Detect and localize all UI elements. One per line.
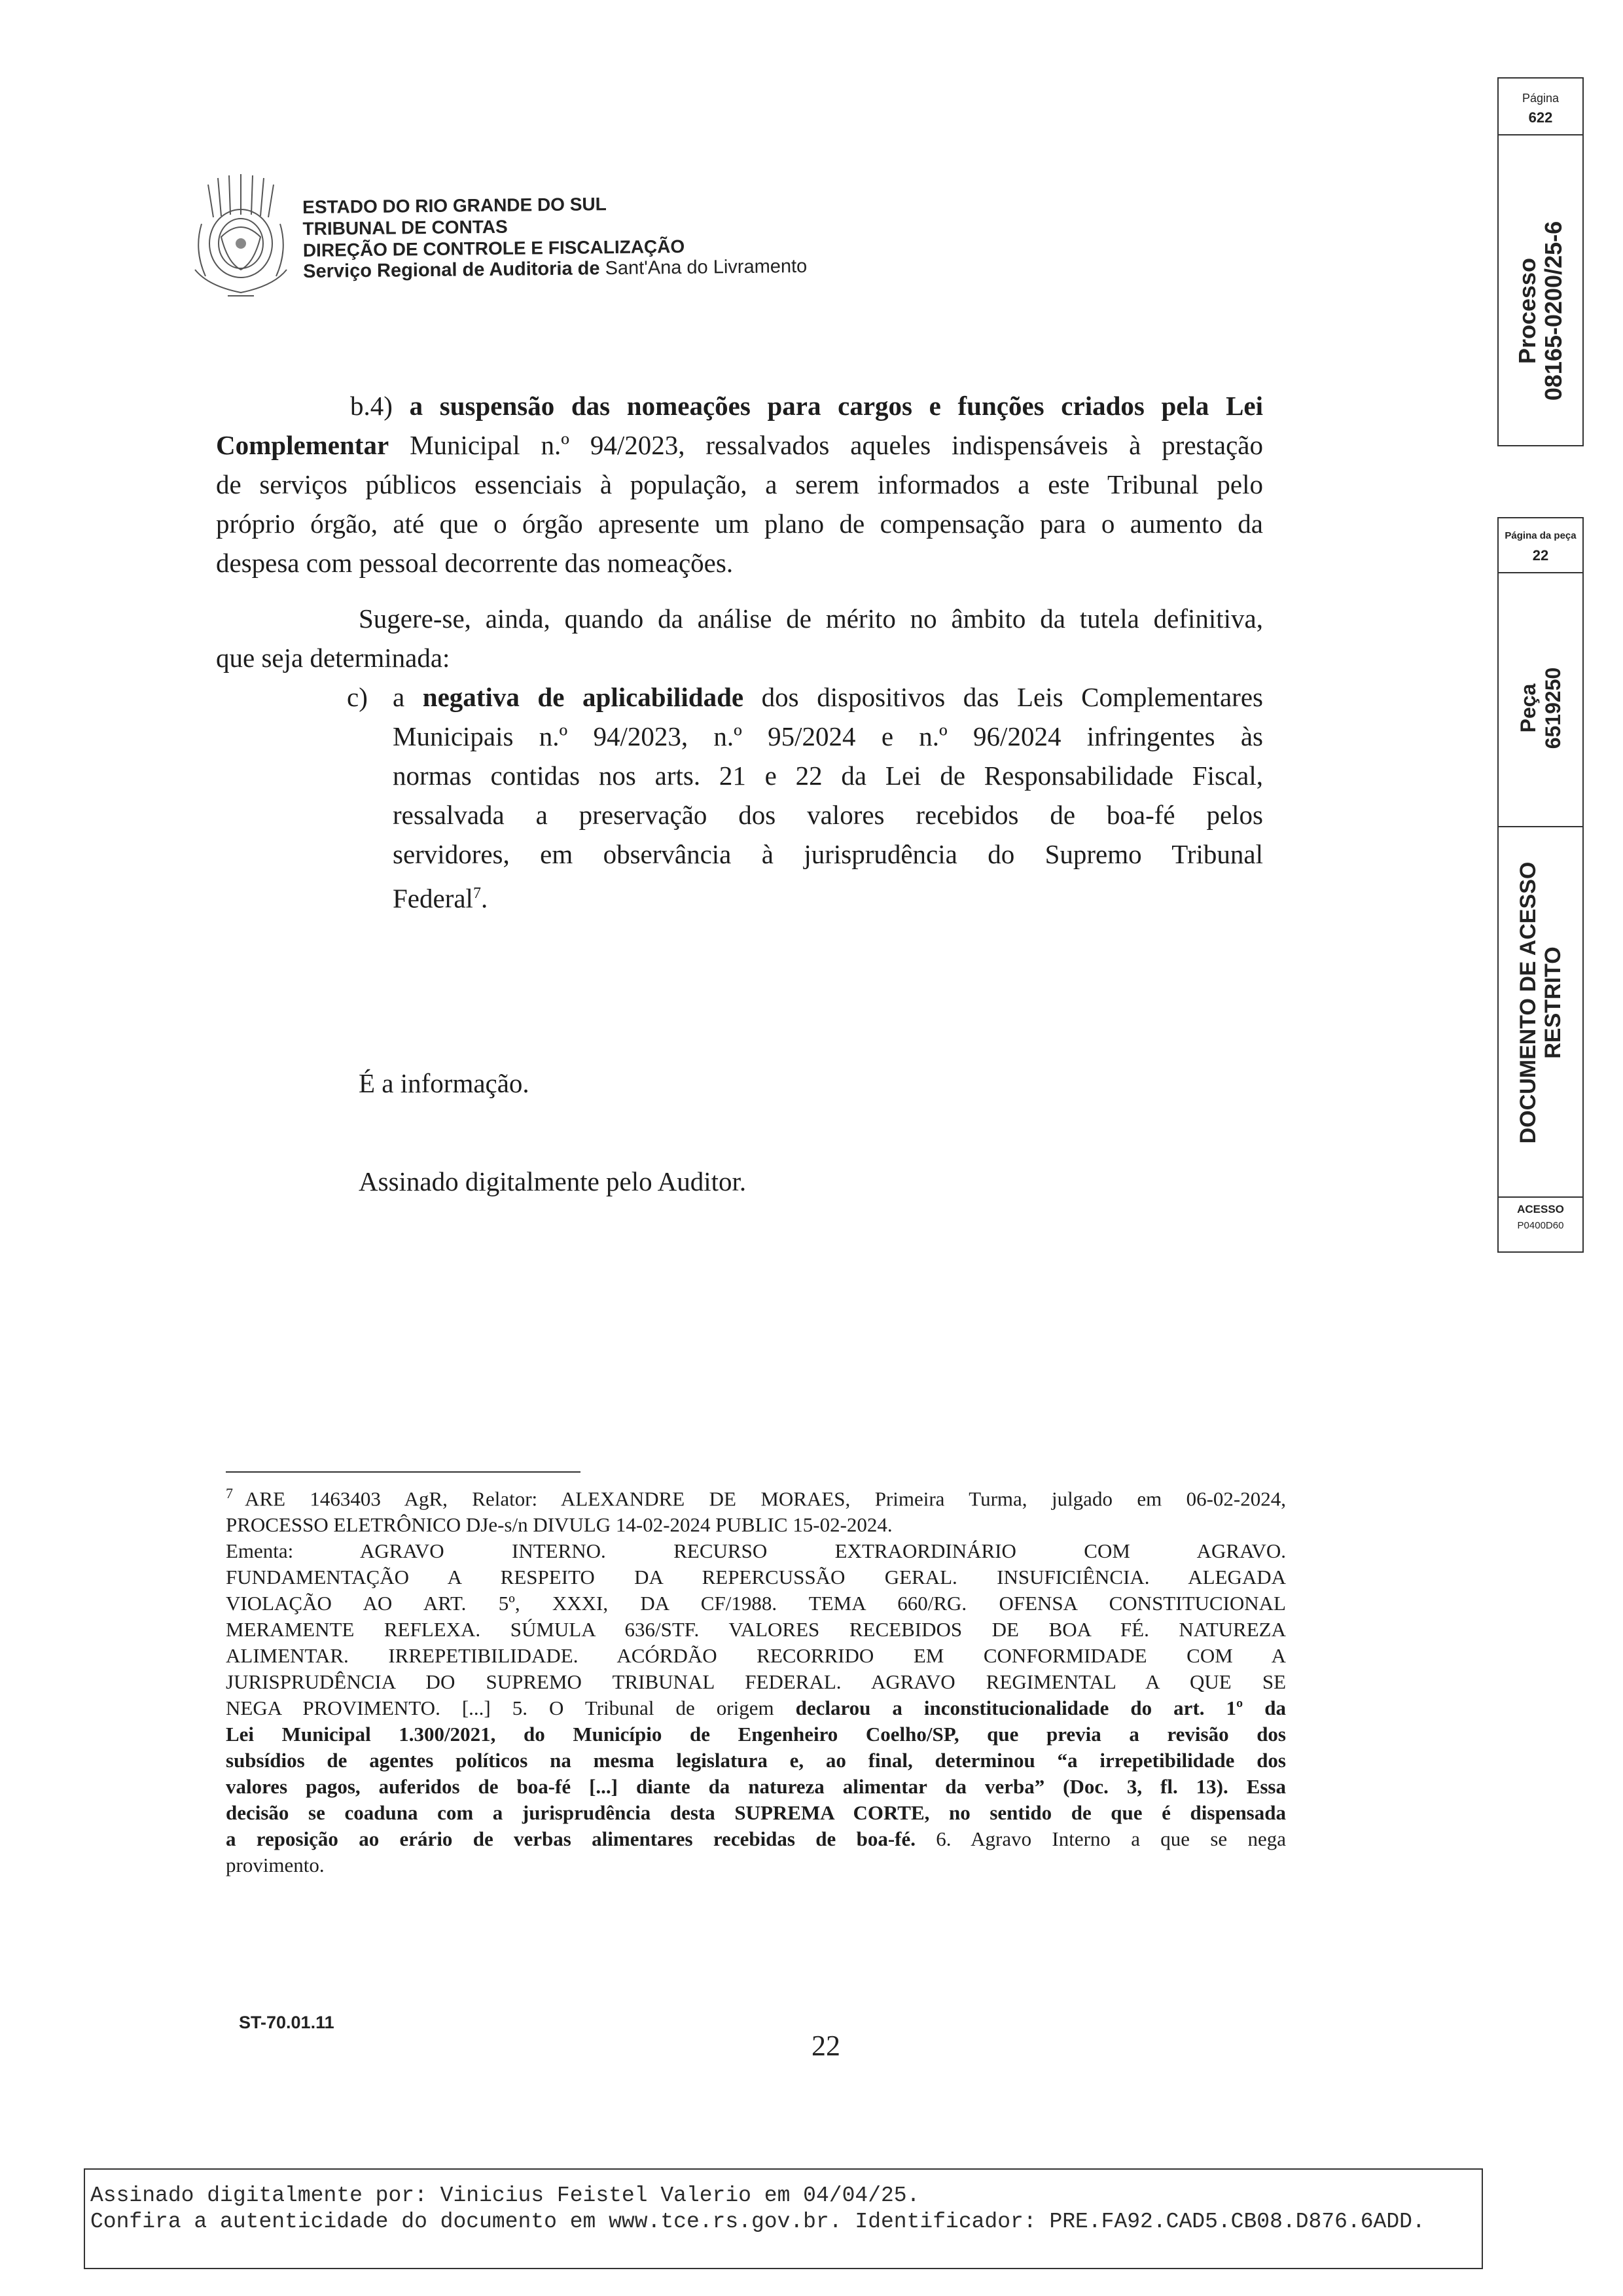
footnote-number: 7 [226,1485,233,1501]
coat-of-arms-logo [182,171,300,302]
peca-vertical [1516,668,1565,749]
footnote-line: ALIMENTAR. IRREPETIBILIDADE. ACÓRDÃO RECORRIDO EM CONFORMIDADE COM A [226,1644,1286,1668]
b4-bold: Complementar [216,430,389,460]
footnote-line: decisão se coaduna com a jurisprudência desta SUPREMA CORTE, no sentido de que é dispensada [226,1801,1286,1825]
acesso-label: ACESSO [1517,1203,1564,1215]
suggestion-paragraph [216,599,1263,677]
b4-prefix: b.4) [350,391,410,421]
footnote [226,1480,1286,1878]
footnote-line: JURISPRUDÊNCIA DO SUPREMO TRIBUNAL FEDERAL. AGRAVO REGIMENTAL A QUE SE [226,1670,1286,1694]
c-text: . [480,883,488,914]
pagina-peca-value: 22 [1499,543,1582,573]
footnote-text: NEGA PROVIMENTO. [...] 5. O Tribunal de origem [226,1696,796,1720]
footnote-line [226,1826,1286,1852]
peca-label: Peça [1516,683,1540,733]
suggestion-line: Sugere-se, ainda, quando da análise de mérito no âmbito da tutela definitiva, [359,603,1263,634]
footnote-line: MERAMENTE REFLEXA. SÚMULA 636/STF. VALORES RECEBIDOS DE BOA FÉ. NATUREZA [226,1618,1286,1641]
suggestion-line: que seja determinada: [216,643,450,673]
b4-line: despesa com pessoal decorrente das nomeações. [216,548,734,578]
footnote-line: PROCESSO ELETRÔNICO DJe-s/n DIVULG 14-02-2024 PUBLIC 15-02-2024. [226,1513,893,1537]
c-line: servidores, em observância à jurisprudência do Supremo Tribunal [393,839,1263,869]
footnote-line: provimento. [226,1854,325,1877]
b4-line [216,386,1263,425]
peca-value: 6519250 [1541,667,1565,749]
c-bold: negativa de aplicabilidade [422,682,744,712]
header-tribunal: TRIBUNAL DE CONTAS [302,216,508,239]
sidebar-divider [1499,826,1582,827]
closing-info: É a informação. [359,1068,529,1098]
footnote-rule [226,1471,580,1473]
authenticity-line: Confira a autenticidade do documento em www.tce.rs.gov.br. Identificador: PRE.FA92.CAD5.CB08.D876.6ADD. [90,2210,1425,2234]
page-number: 22 [812,2030,840,2062]
document-sidebar-box [1497,517,1584,1253]
header-service-city: Sant'Ana do Livramento [599,255,808,279]
digital-signature-box [84,2168,1483,2269]
footnote-line: valores pagos, auferidos de boa-fé [...] diante da natureza alimentar da verba” (Doc. 3, fl. 13). Essa [226,1775,1286,1799]
footnote-text: 6. Agravo Interno a que se nega [916,1827,1287,1851]
c-line: Municipais n.º 94/2023, n.º 95/2024 e n.º 96/2024 infringentes às [393,721,1263,751]
b4-line: de serviços públicos essenciais à população, a serem informados a este Tribunal pelo [216,469,1263,499]
footnote-text: ARE 1463403 AgR, Relator: ALEXANDRE DE MORAES, Primeira Turma, julgado em 06-02-2024, [245,1487,1286,1511]
processo-label: Processo [1514,257,1541,365]
item-b4 [216,386,1263,583]
b4-bold: a suspensão das nomeações para cargos e funções criados pela Lei [409,391,1264,421]
process-sidebar-box [1497,77,1584,446]
c-text: dos dispositivos das Leis Complementares [743,682,1263,712]
acesso-value: P0400D60 [1517,1220,1564,1231]
doc-access-line2: RESTRITO [1541,946,1565,1059]
doc-access-line1: DOCUMENTO DE ACESSO [1516,861,1541,1144]
pagina-label: Página [1522,92,1560,105]
c-text: Federal [393,883,473,914]
c-line: normas contidas nos arts. 21 e 22 da Lei de Responsabilidade Fiscal, [393,761,1263,791]
b4-text: Municipal n.º 94/2023, ressalvados aqueles indispensáveis à prestação [389,430,1263,460]
access-notice-vertical [1516,862,1565,1144]
footnote-bold: a reposição ao erário de verbas alimentares recebidas de boa-fé. [226,1827,916,1851]
document-code: ST-70.01.11 [239,2013,334,2032]
header-state: ESTADO DO RIO GRANDE DO SUL [302,194,607,217]
process-number-vertical [1514,221,1567,401]
signature-note: Assinado digitalmente pelo Auditor. [359,1166,747,1196]
header-service-bold: Serviço Regional de Auditoria de [303,258,600,282]
signature-line: Assinado digitalmente por: Vinicius Feistel Valerio em 04/04/25. [90,2183,920,2208]
footnote-line [226,1480,1286,1512]
footnote-line: subsídios de agentes políticos na mesma legislatura e, ao final, determinou “a irrepetibilidade dos [226,1749,1286,1772]
c-line [393,874,1263,918]
footnote-reference: 7 [473,885,481,902]
pagina-peca-label: Página da peça [1505,530,1577,541]
processo-value: 08165-0200/25-6 [1540,221,1567,401]
c-line [393,677,1263,717]
footnote-line: VIOLAÇÃO AO ART. 5º, XXXI, DA CF/1988. TEMA 660/RG. OFENSA CONSTITUCIONAL [226,1592,1286,1615]
c-text: a [393,682,423,712]
footnote-line: Ementa: AGRAVO INTERNO. RECURSO EXTRAORDINÁRIO COM AGRAVO. [226,1539,1286,1563]
header-directorate: DIREÇÃO DE CONTROLE E FISCALIZAÇÃO [302,236,685,260]
b4-line [216,425,1263,465]
institution-header [302,191,807,283]
header-service [303,256,807,283]
footnote-line: Lei Municipal 1.300/2021, do Município de Engenheiro Coelho/SP, que previa a revisão dos [226,1723,1286,1746]
sidebar-divider [1499,1196,1582,1198]
pagina-value: 622 [1499,105,1582,135]
c-line: ressalvada a preservação dos valores recebidos de boa-fé pelos [393,800,1263,830]
footnote-bold: declarou a inconstitucionalidade do art. 1º da [795,1696,1287,1720]
footnote-line: FUNDAMENTAÇÃO A RESPEITO DA REPERCUSSÃO GERAL. INSUFICIÊNCIA. ALEGADA [226,1566,1286,1589]
b4-line: próprio órgão, até que o órgão apresente um plano de compensação para o aumento da [216,509,1263,539]
footnote-line [226,1695,1286,1721]
item-c [393,677,1263,918]
item-c-marker: c) [347,682,368,712]
